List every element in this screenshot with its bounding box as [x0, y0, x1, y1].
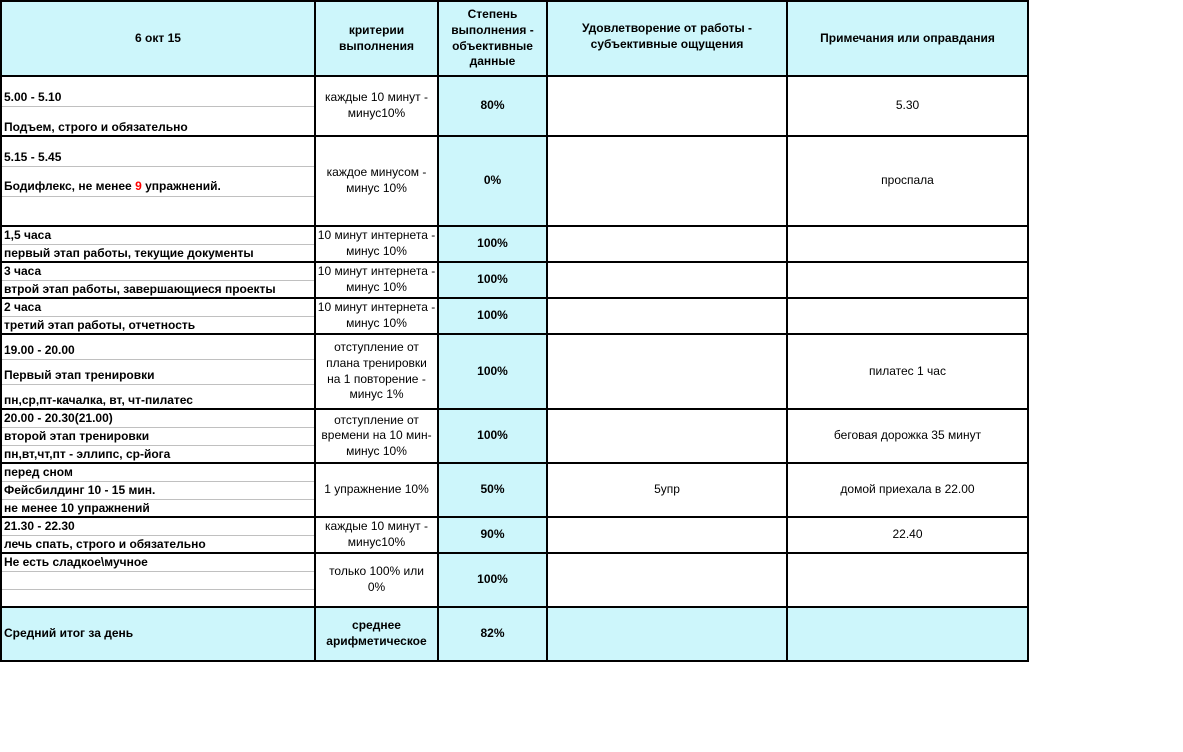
summary-percent: 82% — [438, 607, 547, 661]
header-notes: Примечания или оправдания — [787, 1, 1028, 76]
task-description: третий этап работы, отчетность — [4, 318, 196, 332]
task-description: Бодифлекс, не менее 9 упражнений. — [4, 179, 221, 193]
note-cell: домой приехала в 22.00 — [840, 482, 975, 497]
header-criteria: критерии выполнения — [315, 1, 438, 76]
note-cell: пилатес 1 час — [869, 363, 946, 378]
gridline — [1, 106, 315, 107]
criteria-cell: 10 минут интернета - минус 10% — [317, 300, 436, 330]
border-line — [0, 75, 1029, 77]
criteria-cell: каждое минусом - минус 10% — [326, 165, 427, 195]
border-line — [0, 297, 1029, 299]
border-line — [1027, 0, 1029, 662]
summary-label: Средний итог за день — [1, 607, 315, 661]
gridline — [1, 244, 315, 245]
task-schedule: не менее 10 упражнений — [4, 501, 150, 515]
border-line — [0, 552, 1029, 554]
border-line — [314, 0, 316, 662]
summary-criteria: среднее арифметическое — [315, 607, 438, 661]
task-time: 21.30 - 22.30 — [4, 519, 75, 533]
satisfaction-cell — [547, 334, 787, 409]
task-cell — [1, 409, 315, 463]
gridline — [1, 481, 315, 482]
border-line — [0, 135, 1029, 137]
highlight-number: 9 — [135, 179, 142, 193]
gridline — [1, 571, 315, 572]
criteria-cell: 10 минут интернета - минус 10% — [317, 264, 436, 294]
task-description: Первый этап тренировки — [4, 368, 155, 382]
border-line — [546, 0, 548, 662]
satisfaction-cell — [547, 298, 787, 334]
percent-cell: 90% — [438, 517, 547, 553]
gridline — [1, 499, 315, 500]
border-line — [0, 0, 1029, 2]
note-cell — [787, 226, 1028, 262]
border-line — [0, 0, 2, 662]
task-time: 19.00 - 20.00 — [4, 343, 75, 357]
task-time: 5.15 - 5.45 — [4, 150, 62, 164]
percent-cell: 100% — [438, 334, 547, 409]
criteria-cell: 10 минут интернета - минус 10% — [317, 228, 436, 258]
gridline — [1, 316, 315, 317]
percent-cell: 100% — [438, 553, 547, 607]
percent-cell: 50% — [438, 463, 547, 517]
gridline — [1, 445, 315, 446]
border-line — [0, 261, 1029, 263]
border-line — [0, 606, 1029, 608]
gridline — [1, 359, 315, 360]
criteria-cell: только 100% или 0% — [329, 564, 424, 594]
satisfaction-cell — [547, 553, 787, 607]
header-degree: Степень выполнения - объективные данные — [438, 1, 547, 76]
task-cell — [1, 334, 315, 409]
task-description: первый этап работы, текущие документы — [4, 246, 254, 260]
gridline — [1, 535, 315, 536]
border-line — [0, 333, 1029, 335]
task-time: перед сном — [4, 465, 73, 479]
percent-cell: 100% — [438, 262, 547, 298]
task-description: лечь спать, строго и обязательно — [4, 537, 206, 551]
header-satisfaction: Удовлетворение от работы - субъективные ощущения — [547, 1, 787, 76]
satisfaction-cell — [547, 226, 787, 262]
criteria-cell: 1 упражнение 10% — [324, 482, 429, 497]
task-time: 20.00 - 20.30(21.00) — [4, 411, 113, 425]
task-cell — [1, 553, 315, 607]
percent-cell: 0% — [438, 136, 547, 226]
task-description: Фейсбилдинг 10 - 15 мин. — [4, 483, 156, 497]
note-cell — [787, 553, 1028, 607]
percent-cell: 100% — [438, 226, 547, 262]
note-cell — [787, 262, 1028, 298]
percent-cell: 100% — [438, 298, 547, 334]
note-cell: 5.30 — [895, 98, 920, 113]
satisfaction-cell: 5упр — [654, 482, 680, 497]
gridline — [1, 384, 315, 385]
border-line — [0, 660, 1029, 662]
border-line — [437, 0, 439, 662]
satisfaction-cell — [547, 517, 787, 553]
task-schedule: пн,вт,чт,пт - эллипс, ср-йога — [4, 447, 171, 461]
gridline — [1, 427, 315, 428]
task-description: Не есть сладкое\мучное — [4, 555, 148, 569]
task-time: 5.00 - 5.10 — [4, 90, 62, 104]
task-cell — [1, 136, 315, 226]
satisfaction-cell — [547, 262, 787, 298]
note-cell: 22.40 — [892, 527, 923, 542]
criteria-cell: отступление от плана тренировки на 1 повторение - минус 1% — [326, 340, 427, 402]
task-schedule: пн,ср,пт-качалка, вт, чт-пилатес — [4, 393, 193, 407]
criteria-cell: каждые 10 минут - минус10% — [325, 90, 428, 120]
border-line — [0, 225, 1029, 227]
border-line — [786, 0, 788, 662]
satisfaction-cell — [547, 136, 787, 226]
border-line — [0, 516, 1029, 518]
task-description: Подъем, строго и обязательно — [4, 120, 188, 134]
satisfaction-cell — [547, 76, 787, 136]
note-cell — [787, 298, 1028, 334]
criteria-cell: каждые 10 минут - минус10% — [325, 519, 428, 549]
task-description: втрой этап работы, завершающиеся проекты — [4, 282, 276, 296]
task-cell — [1, 463, 315, 517]
percent-cell: 80% — [438, 76, 547, 136]
satisfaction-cell — [547, 409, 787, 463]
task-time: 1,5 часа — [4, 228, 52, 242]
border-line — [0, 408, 1029, 410]
note-cell: беговая дорожка 35 минут — [833, 428, 982, 443]
summary-satisfaction — [547, 607, 787, 661]
task-time: 3 часа — [4, 264, 42, 278]
task-description: второй этап тренировки — [4, 429, 150, 443]
gridline — [1, 589, 315, 590]
note-cell: проспала — [881, 173, 934, 188]
task-time: 2 часа — [4, 300, 42, 314]
border-line — [0, 462, 1029, 464]
gridline — [1, 280, 315, 281]
criteria-cell: отступление от времени на 10 мин- минус 10% — [321, 412, 432, 458]
gridline — [1, 166, 315, 167]
summary-note — [787, 607, 1028, 661]
gridline — [1, 196, 315, 197]
header-date: 6 окт 15 — [1, 1, 315, 76]
percent-cell: 100% — [438, 409, 547, 463]
